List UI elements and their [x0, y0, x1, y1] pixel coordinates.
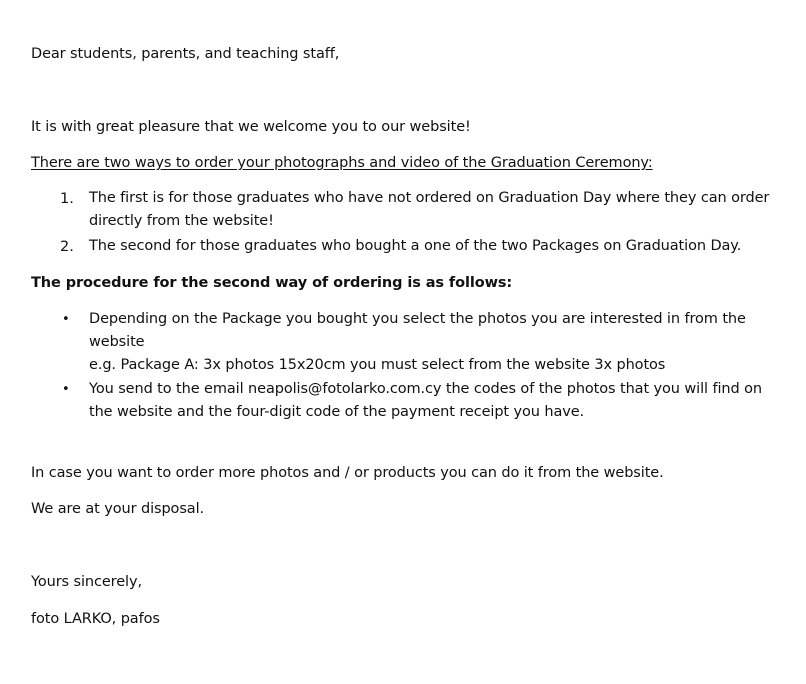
- closing: Yours sincerely,: [31, 574, 142, 590]
- list-item-line: the website and the four-digit code of the payment receipt you have.: [89, 404, 585, 420]
- list-number: 1.: [60, 191, 74, 207]
- list-item-line: website: [89, 334, 145, 350]
- bullet-icon: •: [62, 382, 70, 397]
- ways-heading: There are two ways to order your photographs and video of the Graduation Ceremony:: [31, 155, 653, 171]
- greeting: Dear students, parents, and teaching staff,: [31, 46, 340, 62]
- list-item-line: directly from the website!: [89, 213, 274, 229]
- list-item-line: e.g. Package A: 3x photos 15x20cm you must select from the website 3x photos: [89, 357, 666, 373]
- signature: foto LARKO, pafos: [31, 611, 160, 627]
- welcome-text: It is with great pleasure that we welcome you to our website!: [31, 119, 471, 135]
- disposal-text: We are at your disposal.: [31, 501, 205, 517]
- list-item-line: You send to the email neapolis@fotolarko.com.cy the codes of the photos that you will find on: [89, 381, 762, 397]
- list-item-line: The second for those graduates who bought a one of the two Packages on Graduation Day.: [89, 238, 742, 254]
- list-item-line: The first is for those graduates who have not ordered on Graduation Day where they can order: [89, 190, 770, 206]
- procedure-heading: The procedure for the second way of ordering is as follows:: [31, 275, 513, 291]
- list-number: 2.: [60, 239, 74, 255]
- more-orders-text: In case you want to order more photos and / or products you can do it from the website.: [31, 465, 664, 481]
- bullet-icon: •: [62, 312, 70, 327]
- list-item-line: Depending on the Package you bought you select the photos you are interested in from the: [89, 311, 746, 327]
